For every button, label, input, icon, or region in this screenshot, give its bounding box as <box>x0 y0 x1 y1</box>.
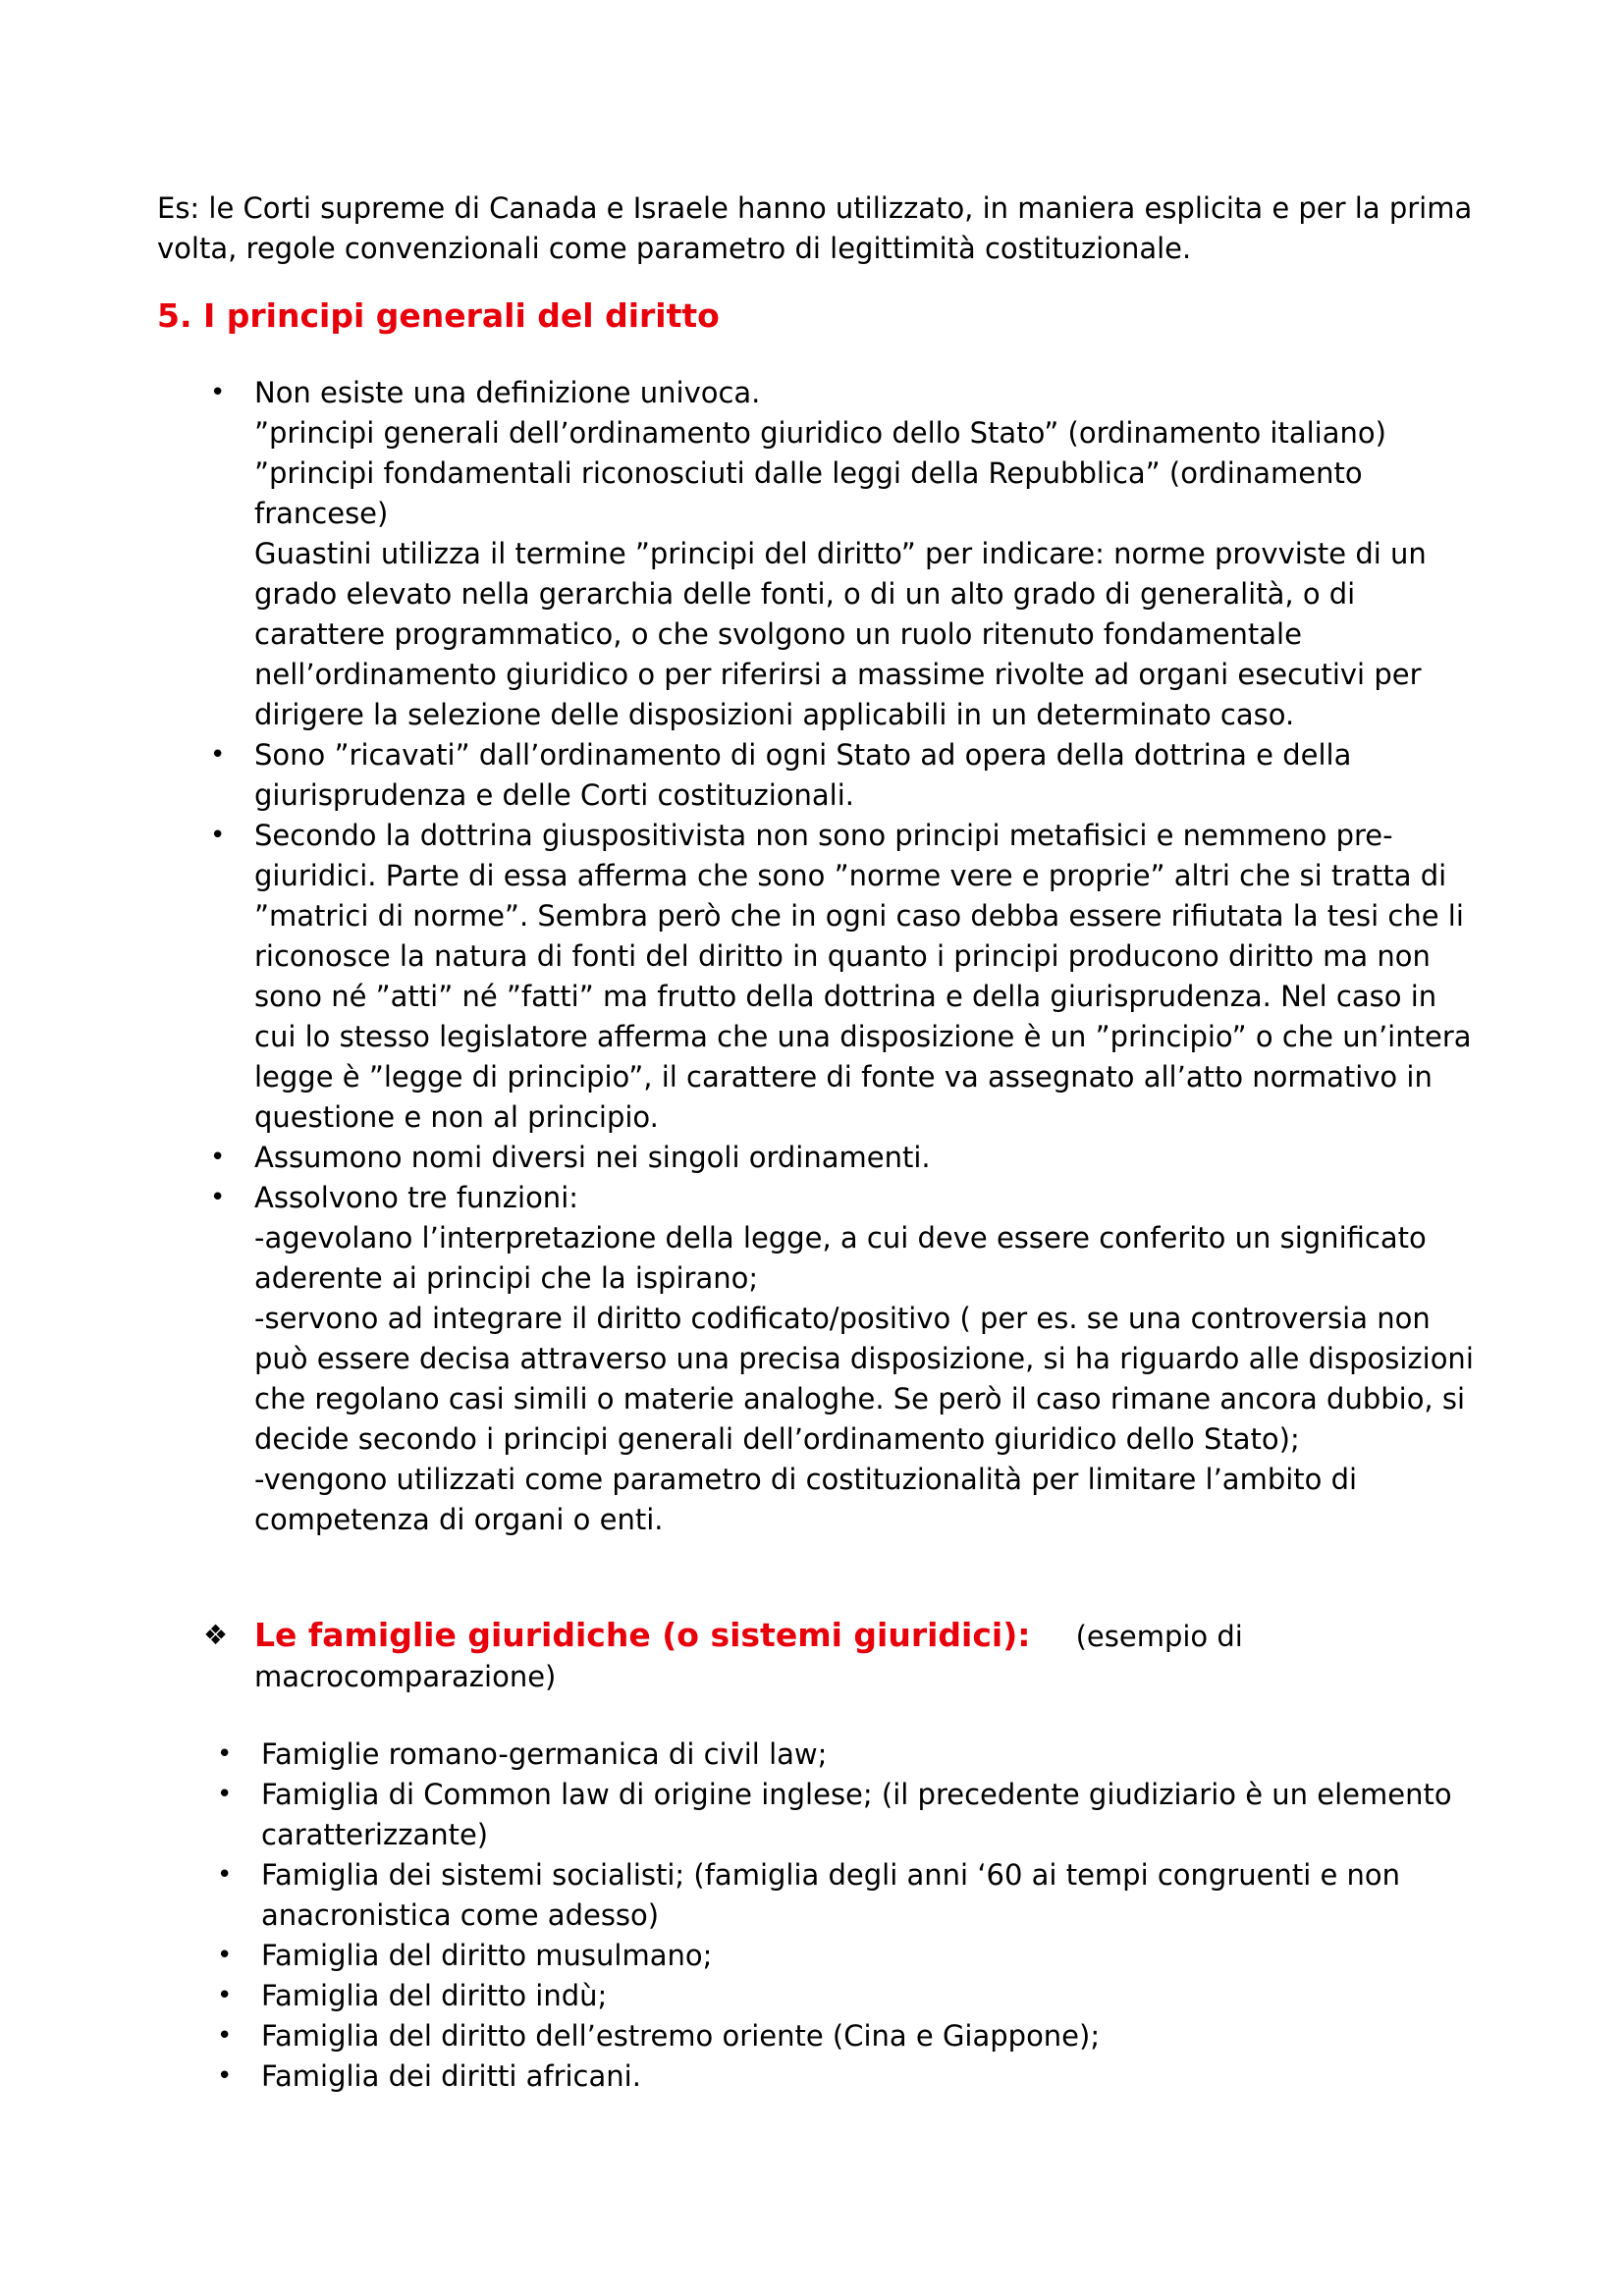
list-item <box>217 2056 1488 2097</box>
intro-paragraph: Es: le Corti supreme di Canada e Israele hanno utilizzato, in maniera esplicita e per la prima volta, regole convenzionali come parametro di legittimità costituzionale. <box>157 191 1473 265</box>
item-line: -vengono utilizzati come parametro di costituzionalità per limitare l’ambito di competenza di organi o enti. <box>254 1463 1358 1536</box>
item-line: -agevolano l’interpretazione della legge, a cui deve essere conferito un significato aderente ai principi che la ispirano; <box>254 1221 1427 1295</box>
item-text: Famiglia dei sistemi socialisti; (famiglia degli anni ‘60 ai tempi congruenti e non anacronistica come adesso) <box>261 1858 1401 1932</box>
item-text: Famiglia del diritto dell’estremo oriente (Cina e Giappone); <box>261 2019 1101 2053</box>
list-item <box>210 735 1482 816</box>
bullet-icon: • <box>217 1941 233 1970</box>
item-line: ”principi fondamentali riconosciuti dalle leggi della Repubblica” (ordinamento francese) <box>254 456 1363 530</box>
families-note: (esempio di macrocomparazione) <box>254 1620 1243 1693</box>
bullet-icon: • <box>210 1143 226 1172</box>
item-text: Famiglie romano-germanica di civil law; <box>261 1737 828 1771</box>
bullet-icon: • <box>210 378 226 407</box>
bullet-icon: • <box>210 821 226 850</box>
item-line: Sono ”ricavati” dall’ordinamento di ogni Stato ad opera della dottrina e della giurisprudenza e delle Corti costituzionali. <box>254 738 1352 812</box>
families-list <box>217 1735 1488 2097</box>
list-item <box>210 1178 1482 1540</box>
bullet-icon: • <box>217 1981 233 2010</box>
bullet-icon: • <box>217 2061 233 2091</box>
item-text: Famiglia di Common law di origine inglese; (il precedente giudiziario è un elemento caratterizzante) <box>261 1778 1452 1851</box>
item-line: -servono ad integrare il diritto codificato/positivo ( per es. se una controversia non può essere decisa attraverso una precisa disposizione, si ha riguardo alle disposizioni che regolano casi simili o materie analoghe. Se però il caso rimane ancora dubbio, si decide secondo i principi generali dell’ordinamento giuridico dello Stato); <box>254 1302 1474 1456</box>
item-line: Assolvono tre funzioni: <box>254 1181 579 1214</box>
item-line: ”principi generali dell’ordinamento giuridico dello Stato” (ordinamento italiano) <box>254 416 1386 450</box>
item-text: Famiglia del diritto musulmano; <box>261 1939 713 1972</box>
list-item <box>210 373 1482 735</box>
list-item <box>217 1976 1488 2016</box>
diamond-bullet-icon: ❖ <box>203 1619 229 1651</box>
item-text: Famiglia del diritto indù; <box>261 1979 608 2012</box>
bullet-icon: • <box>217 2021 233 2051</box>
list-item <box>217 1936 1488 1976</box>
item-line: Secondo la dottrina giuspositivista non sono principi metafisici e nemmeno pre-giuridici. Parte di essa afferma che sono ”norme vere e proprie” altri che si tratta di ”matrici di norme”. Sembra però che in ogni caso debba essere rifiutata la tesi che li riconosce la natura di fonti del diritto in quanto i principi producono diritto ma non sono né ”atti” né ”fatti” ma frutto della dottrina e della giurisprudenza. Nel caso in cui lo stesso legislatore afferma che una disposizione è un ”principio” o che un’intera legge è ”legge di principio”, il carattere di fonte va assegnato all’atto normativo in questione e non al principio. <box>254 819 1472 1134</box>
list-item <box>217 1775 1488 1855</box>
bullet-icon: • <box>217 1780 233 1809</box>
families-spacer <box>1040 1620 1067 1653</box>
item-line: Non esiste una definizione univoca. <box>254 376 761 409</box>
principles-list <box>210 373 1482 1540</box>
bullet-icon: • <box>217 1739 233 1769</box>
item-line: Guastini utilizza il termine ”principi del diritto” per indicare: norme provviste di un grado elevato nella gerarchia delle fonti, o di un alto grado di generalità, o di carattere programmatico, o che svolgono un ruolo ritenuto fondamentale nell’ordinamento giuridico o per riferirsi a massime rivolte ad organi esecutivi per dirigere la selezione delle disposizioni applicabili in un determinato caso. <box>254 537 1427 731</box>
item-line: Assumono nomi diversi nei singoli ordinamenti. <box>254 1141 931 1174</box>
section-heading: 5. I principi generali del diritto <box>157 296 720 335</box>
item-text: Famiglia dei diritti africani. <box>261 2059 641 2093</box>
bullet-icon: • <box>210 740 226 770</box>
families-title: Le famiglie giuridiche (o sistemi giuridici): <box>254 1616 1031 1654</box>
bullet-icon: • <box>210 1183 226 1212</box>
list-item <box>217 1735 1488 1775</box>
list-item <box>217 2016 1488 2056</box>
families-heading <box>203 1615 1315 1697</box>
list-item <box>210 1138 1482 1178</box>
bullet-icon: • <box>217 1860 233 1890</box>
list-item <box>217 1855 1488 1936</box>
list-item <box>210 816 1482 1138</box>
